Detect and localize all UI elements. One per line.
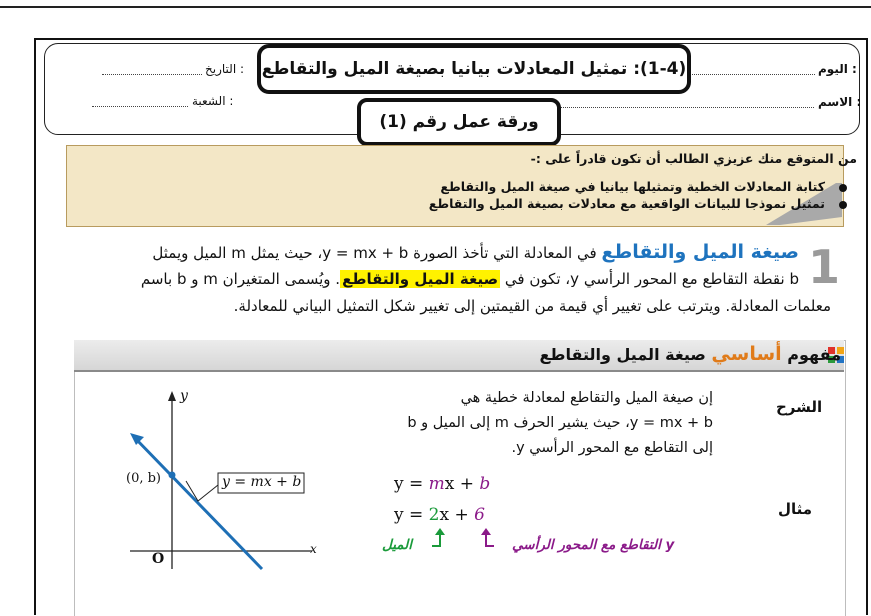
- name-field[interactable]: [558, 107, 814, 108]
- graph-origin-label: O: [152, 551, 165, 567]
- key-concept-title: مفهوم أساسي صيغة الميل والتقاطع: [539, 343, 841, 365]
- intercept-annotation: التقاطع مع المحور الرأسي y: [512, 537, 675, 553]
- top-rule: [0, 6, 871, 8]
- date-field[interactable]: [102, 74, 202, 75]
- explanation-line-3: إلى التقاطع مع المحور الرأسي y.: [511, 440, 713, 456]
- name-label: الاسم :: [818, 95, 862, 109]
- explanation-label: الشرح: [776, 398, 823, 416]
- intercept-point: [169, 472, 176, 479]
- bullet-icon: [839, 201, 847, 209]
- day-label: اليوم :: [818, 62, 857, 76]
- explanation-line-1: إن صيغة الميل والتقاطع لمعادلة خطية هي: [460, 390, 713, 406]
- graph-x-label: x: [310, 542, 317, 556]
- equation-example: y = 2x + 6: [394, 505, 485, 525]
- day-field[interactable]: [690, 74, 815, 75]
- section-label: الشعبة :: [192, 94, 234, 108]
- equation-general: y = mx + b: [394, 474, 491, 494]
- objective-item: كتابة المعادلات الخطية وتمثيلها بيانيا في صيغة الميل والتقاطع: [440, 179, 847, 194]
- objectives-intro: من المتوقع منك عزيزي الطالب أن تكون قادراً على :-: [530, 151, 857, 166]
- graph-line: [134, 437, 262, 569]
- section-field[interactable]: [92, 106, 188, 107]
- graph-equation-label: y = mx + b: [222, 474, 302, 490]
- graph-y-label: y: [180, 388, 188, 404]
- example-label: مثال: [778, 500, 813, 518]
- graph-point-label: (0, b): [126, 471, 162, 486]
- worksheet-number: ورقة عمل رقم (1): [357, 98, 561, 146]
- slope-annotation: الميل: [382, 537, 412, 553]
- explanation-line-2: y = mx + b، حيث يشير الحرف m إلى الميل و b: [407, 415, 713, 431]
- lesson-title: (1-4): تمثيل المعادلات بيانيا بصيغة الميل والتقاطع: [257, 44, 691, 94]
- lesson-number: 1: [808, 240, 841, 294]
- lesson-line-1: صيغة الميل والتقاطع في المعادلة التي تأخذ الصورة y = mx + b، حيث يمثل m الميل ويمثل: [152, 241, 799, 263]
- bullet-icon: [839, 184, 847, 192]
- lesson-heading: صيغة الميل والتقاطع: [601, 241, 799, 263]
- highlighted-term: صيغة الميل والتقاطع: [342, 270, 499, 288]
- objective-item: تمثيل نموذجا للبيانات الواقعية مع معادلات بصيغة الميل والتقاطع: [429, 196, 847, 211]
- lesson-line-2: b نقطة التقاطع مع المحور الرأسي y، تكون في صيغة الميل والتقاطع. ويُسمى المتغيران m و b باسم: [140, 270, 799, 288]
- lesson-line-3: معلمات المعادلة. ويترتب على تغيير أي قيمة من القيمتين إلى تغيير شكل التمثيل البياني للمعادلة.: [233, 297, 831, 315]
- date-label: التاريخ :: [205, 62, 245, 76]
